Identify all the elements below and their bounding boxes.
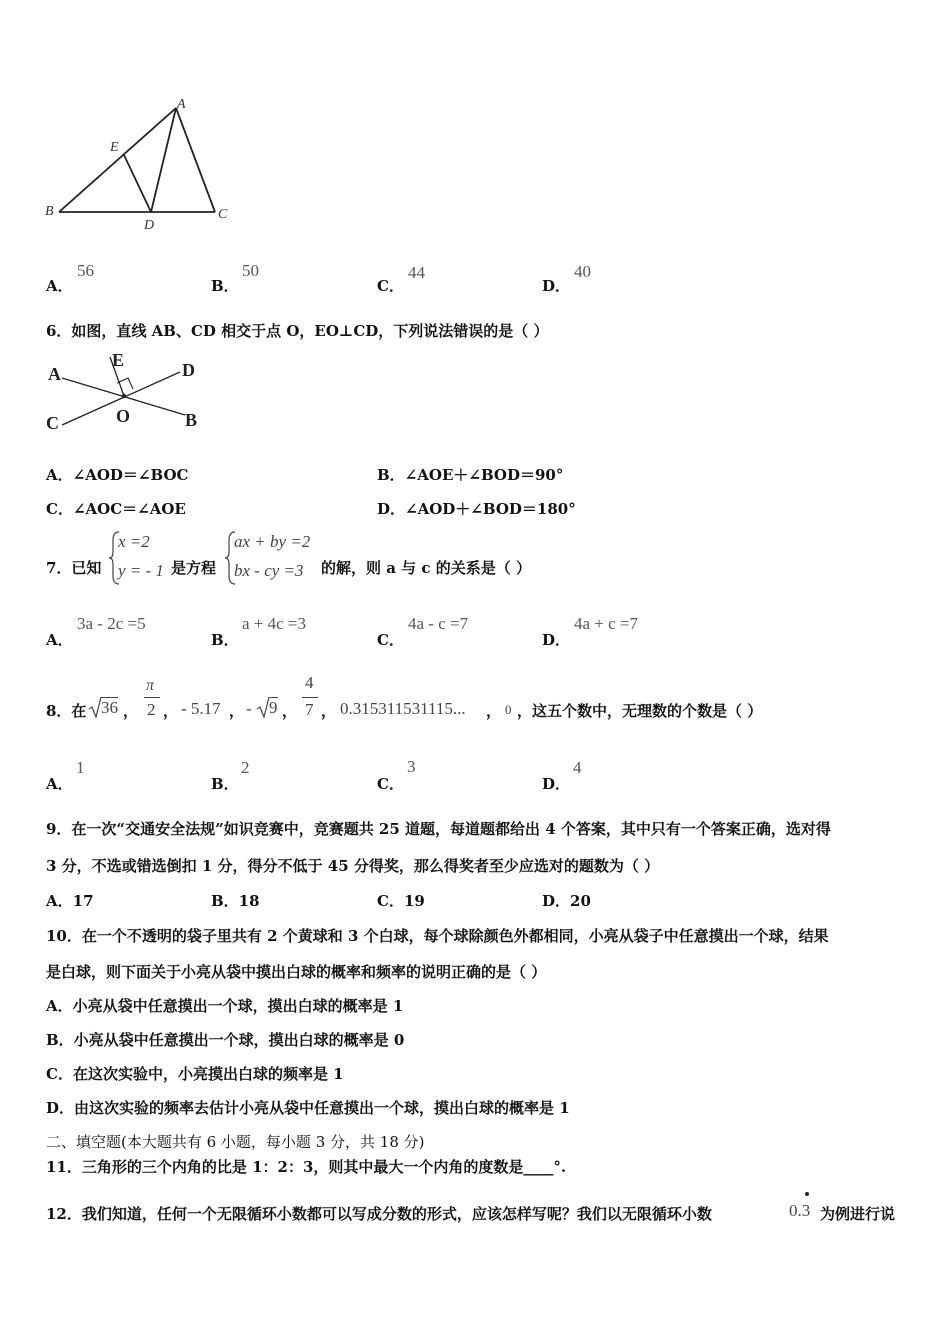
q7-option-b-letter: B． xyxy=(211,631,239,649)
q10-option-d: D．由这次实验的频率去估计小亮从袋中任意摸出一个球，摸出白球的概率是 1 xyxy=(46,1099,570,1117)
q8-suffix: ，这五个数中，无理数的个数是（ ） xyxy=(517,702,763,720)
q10-line-1: 10．在一个不透明的袋子里共有 2 个黄球和 3 个白球，每个球除颜色外都相同，小亮从袋子中任意摸出一个球，结果 xyxy=(46,927,829,945)
q8-option-c-value: 3 xyxy=(407,757,416,776)
q9-option-c: C．19 xyxy=(377,892,425,910)
q7-mid: 是方程 xyxy=(171,559,217,577)
q9-option-b: B．18 xyxy=(211,892,260,910)
fraction-bar xyxy=(302,697,318,698)
q8-sep-2: ， xyxy=(163,702,179,720)
q5-option-d-value: 40 xyxy=(574,262,591,281)
label-b: B xyxy=(45,204,54,219)
q8-sep-5: ， xyxy=(321,702,337,720)
label-e: E xyxy=(112,350,125,370)
q5-option-c-value: 44 xyxy=(408,263,425,282)
sqrt-icon xyxy=(88,696,102,720)
q8-frac-num: 4 xyxy=(305,673,314,692)
q8-option-b-letter: B． xyxy=(211,775,239,793)
label-d: D xyxy=(182,360,195,380)
q8-option-a-letter: A． xyxy=(46,775,73,793)
label-b: B xyxy=(185,410,198,430)
q7-option-b-value: a + 4c =3 xyxy=(242,614,307,633)
q7-option-d-letter: D． xyxy=(542,631,571,649)
q8-sep-3: ， xyxy=(229,702,245,720)
q8-number-3: - 5.17 xyxy=(181,699,221,718)
label-d: D xyxy=(144,218,155,233)
point-o xyxy=(122,394,126,398)
q8-sep-1: ， xyxy=(123,702,139,720)
q8-prefix: 8．在 xyxy=(46,702,87,720)
q7-prefix: 7．已知 xyxy=(46,559,102,577)
q6-option-d: D．∠AOD＋∠BOD＝180° xyxy=(377,500,576,518)
q7-sys1-line1: x =2 xyxy=(118,532,150,551)
triangle-figure xyxy=(40,95,240,235)
q8-number-7: 0 xyxy=(505,702,512,717)
q7-option-d-value: 4a + c =7 xyxy=(574,614,639,633)
q6-option-c: C．∠AOC＝∠AOE xyxy=(46,500,186,518)
q5-option-a-value: 56 xyxy=(77,261,94,280)
repeating-dot xyxy=(805,1192,809,1196)
q8-pi-num: π xyxy=(146,677,155,694)
q5-option-b-value: 50 xyxy=(242,261,259,280)
segment-ba xyxy=(59,108,176,212)
q8-number-4-sign: - xyxy=(246,699,252,718)
segment-ad xyxy=(151,108,176,212)
q5-option-a-letter: A． xyxy=(46,277,73,295)
q7-option-a-letter: A． xyxy=(46,631,73,649)
q8-option-a-value: 1 xyxy=(76,758,85,777)
label-e: E xyxy=(110,140,119,155)
q8-option-d-letter: D． xyxy=(542,775,571,793)
q5-option-b-letter: B． xyxy=(211,277,239,295)
q8-sep-6: ， xyxy=(486,702,502,720)
q8-sep-4: ， xyxy=(282,702,298,720)
q8-frac-den: 7 xyxy=(305,700,314,719)
q8-option-b-value: 2 xyxy=(241,758,250,777)
segment-ac xyxy=(176,108,215,212)
q12-number: 0.3 xyxy=(789,1201,811,1220)
sqrt-icon xyxy=(256,696,270,720)
fraction-bar xyxy=(144,697,160,698)
q7-option-c-letter: C． xyxy=(377,631,404,649)
q6-option-b: B．∠AOE＋∠BOD＝90° xyxy=(377,466,564,484)
q12-text: 12．我们知道，任何一个无限循环小数都可以写成分数的形式，应该怎样写呢？我们以无限循环小数 xyxy=(46,1205,712,1223)
label-o: O xyxy=(116,406,131,426)
q10-option-a: A．小亮从袋中任意摸出一个球，摸出白球的概率是 1 xyxy=(46,997,404,1015)
q7-option-c-value: 4a - c =7 xyxy=(408,614,469,633)
lines-figure xyxy=(40,345,215,435)
q9-line-1: 9．在一次“交通安全法规”如识竞赛中，竞赛题共 25 道题，每道题都给出 4 个答案，其中只有一个答案正确，选对得 xyxy=(46,820,831,838)
q6-option-a: A．∠AOD＝∠BOC xyxy=(46,466,189,484)
q8-number-6: 0.315311531115... xyxy=(340,699,466,718)
label-a: A xyxy=(48,364,61,384)
q10-line-2: 是白球，则下面关于小亮从袋中摸出白球的概率和频率的说明正确的是（ ） xyxy=(46,963,547,981)
q9-line-2: 3 分，不选或错选倒扣 1 分，得分不低于 45 分得奖，那么得奖者至少应选对的题数为（ ） xyxy=(46,857,660,875)
q7-sys2-line2: bx - cy =3 xyxy=(234,561,304,580)
q7-sys1-line2: y = - 1 xyxy=(118,561,164,580)
segment-ed xyxy=(124,155,151,212)
label-a: A xyxy=(177,97,186,112)
q7-suffix: 的解，则 a 与 c 的关系是（ ） xyxy=(321,559,531,577)
q6-stem: 6．如图，直线 AB、CD 相交于点 O，EO⊥CD，下列说法错误的是（ ） xyxy=(46,322,549,340)
q8-pi-den: 2 xyxy=(147,700,156,719)
q7-option-a-value: 3a - 2c =5 xyxy=(77,614,146,633)
q5-option-c-letter: C． xyxy=(377,277,404,295)
label-c: C xyxy=(46,413,59,433)
q8-sqrt9: 9 xyxy=(269,698,278,717)
label-c: C xyxy=(218,207,228,222)
q7-sys2-line1: ax + by =2 xyxy=(234,532,311,551)
q5-option-d-letter: D． xyxy=(542,277,571,295)
q10-option-c: C．在这次实验中，小亮摸出白球的频率是 1 xyxy=(46,1065,344,1083)
q8-option-c-letter: C． xyxy=(377,775,404,793)
q8-option-d-value: 4 xyxy=(573,758,582,777)
section-heading: 二、填空题(本大题共有 6 小题，每小题 3 分，共 18 分) xyxy=(46,1133,425,1151)
q12-tail: 为例进行说 xyxy=(820,1205,896,1223)
q9-option-d: D．20 xyxy=(542,892,591,910)
q11-stem: 11．三角形的三个内角的比是 1：2：3，则其中最大一个内角的度数是____°. xyxy=(46,1158,567,1176)
q10-option-b: B．小亮从袋中任意摸出一个球，摸出白球的概率是 0 xyxy=(46,1031,405,1049)
q9-option-a: A．17 xyxy=(46,892,94,910)
q8-sqrt36: 36 xyxy=(101,698,118,717)
